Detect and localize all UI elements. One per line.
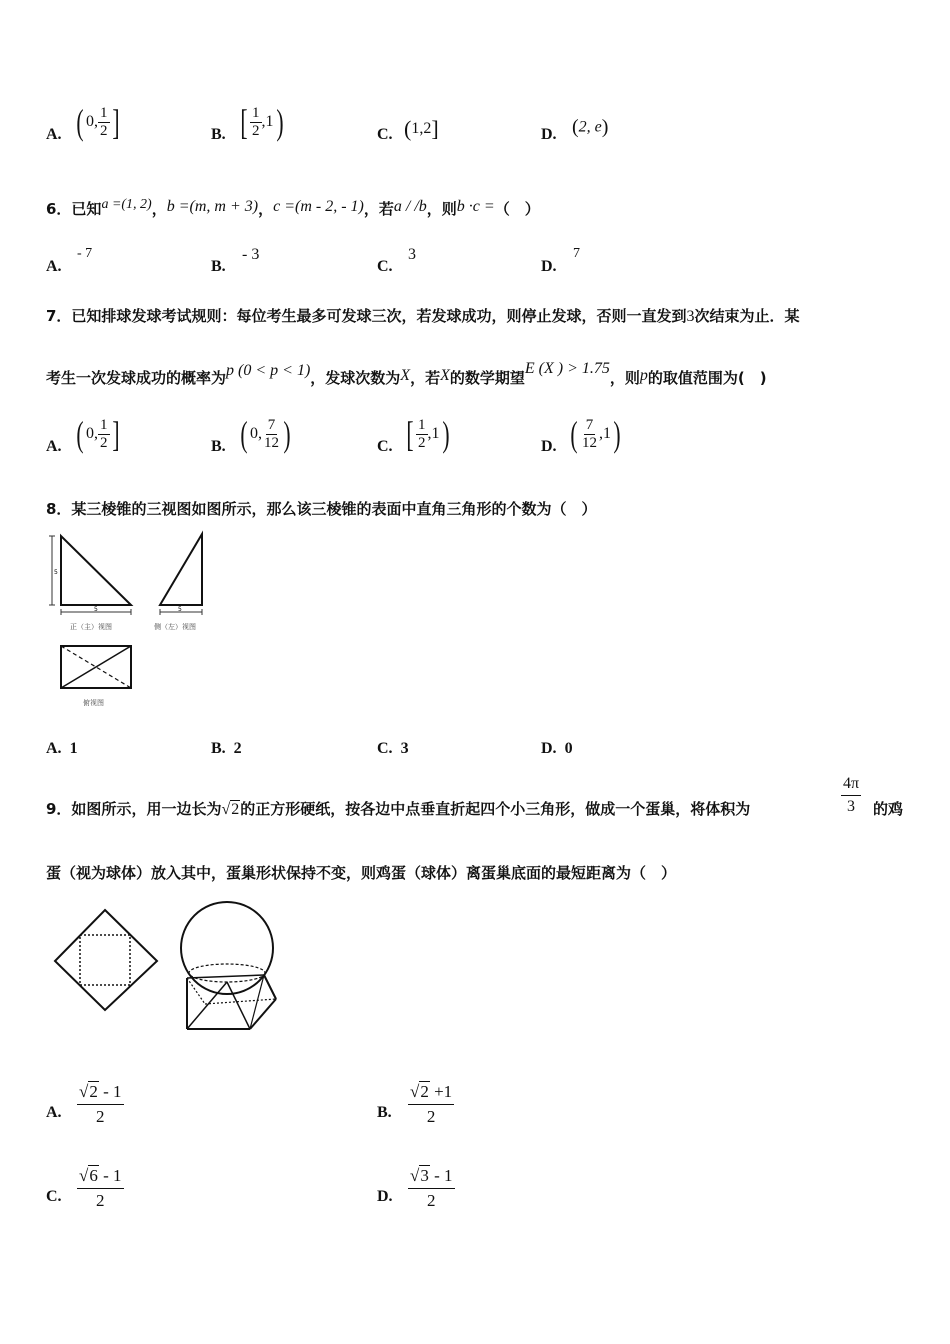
q9-option-c-letter: C. xyxy=(46,1188,62,1205)
q5-option-b: [ $\frac{1}{2}$ ,1) xyxy=(240,102,284,142)
q6-option-a-value: - 7 xyxy=(77,246,93,261)
q8-three-view-figure xyxy=(44,528,214,713)
q9-volume-num: 4π xyxy=(841,773,861,796)
top-view-label: 俯视图 xyxy=(83,699,104,707)
q9-option-d-letter: D. xyxy=(377,1188,393,1205)
q6-blank: （ ） xyxy=(494,200,540,218)
q9-line1: 9．如图所示，用一边长为√2的正方形硬纸，按各边中点垂直折起四个小三角形，做成一个蛋巢，将体积为 xyxy=(46,800,751,818)
q9-volume xyxy=(841,773,861,818)
q9-volume-den: 3 xyxy=(847,798,856,815)
q7-p-expr: p (0 < p < 1) xyxy=(226,362,311,379)
egg-nest-diagram xyxy=(181,902,276,1029)
q5-option-a-letter: A. xyxy=(46,126,62,143)
q9-side-length: 2 xyxy=(231,801,240,818)
q5-a-den: 2 xyxy=(100,122,108,139)
q5-a-left: 0, xyxy=(86,113,98,130)
q7-option-b: ( 0, $\frac{7}{12}$ ) xyxy=(240,414,291,454)
q5-d-value: 2, e xyxy=(578,118,602,136)
q9-line1-end: 的鸡 xyxy=(873,800,904,818)
q5-a-num: 1 xyxy=(100,104,108,121)
q5-option-c-letter: C. xyxy=(377,126,393,143)
q7-expectation: E (X ) > 1.75 xyxy=(524,360,610,377)
q6-vector-a: a =(1, 2) xyxy=(101,197,152,212)
q6-vector-b: b =(m, m + 3) xyxy=(166,198,259,215)
q7-var-x: X xyxy=(400,367,411,384)
q6-option-a-letter: A. xyxy=(46,258,62,275)
q5-option-d-letter: D. xyxy=(541,126,557,143)
front-view-label: 正（主）视图 xyxy=(70,623,112,631)
q8-option-a: A. 1 xyxy=(46,740,78,757)
q7-option-a-letter: A. xyxy=(46,438,62,455)
paper-diagram xyxy=(55,910,157,1010)
q5-b-right: ,1 xyxy=(261,113,274,130)
q9-option-b-letter: B. xyxy=(377,1104,392,1121)
q7-option-c-letter: C. xyxy=(377,438,393,455)
q9-egg-nest-figure xyxy=(50,898,285,1038)
q6-condition: a / /b xyxy=(393,198,427,215)
q5-option-b-letter: B. xyxy=(211,126,226,143)
q6-option-c-letter: C. xyxy=(377,258,393,275)
q9-option-d: $\frac{√3 - 1}{2}$ xyxy=(410,1166,453,1210)
q6-option-b-letter: B. xyxy=(211,258,226,275)
q5-option-a: ( 0, $\frac{1}{2}$ ] xyxy=(76,102,120,142)
q6-option-b-value: - 3 xyxy=(242,246,260,263)
q6-prefix: 6．已知 xyxy=(46,200,102,218)
side-view-label: 侧（左）视图 xyxy=(154,623,196,631)
q7-option-b-letter: B. xyxy=(211,438,226,455)
q8-option-d: D. 0 xyxy=(541,740,573,757)
q9-option-a: $\frac{√2 - 1}{2}$ xyxy=(79,1082,122,1126)
q9-option-b: $\frac{√2 +1}{2}$ xyxy=(410,1082,453,1126)
q5-b-den: 2 xyxy=(252,122,260,139)
q9-option-a-letter: A. xyxy=(46,1104,62,1121)
q6-vector-c: c =(m - 2, - 1) xyxy=(273,198,364,215)
q6-option-d-letter: D. xyxy=(541,258,557,275)
q7-option-d: ( $\frac{7}{12}$ ,1) xyxy=(570,414,621,454)
front-height-dim: 5 xyxy=(54,569,58,576)
side-width-dim: 5 xyxy=(178,606,182,613)
q7-option-d-letter: D. xyxy=(541,438,557,455)
q8-option-b: B. 2 xyxy=(211,740,242,757)
q7-option-a: ( 0, $\frac{1}{2}$ ] xyxy=(76,414,120,454)
q5-option-d: (2, e) xyxy=(572,116,609,138)
q8-option-c: C. 3 xyxy=(377,740,409,757)
q6-option-c-value: 3 xyxy=(408,246,416,263)
q9-line2: 蛋（视为球体）放入其中，蛋巢形状保持不变，则鸡蛋（球体）离蛋巢底面的最短距离为（ ） xyxy=(46,864,677,882)
q6-question: 6．已知a =(1, 2)，b =(m, m + 3)，c =(m - 2, - 1)，若a / /b，则b ·c =（ ） xyxy=(46,197,540,218)
q8-question: 8．某三棱锥的三视图如图所示，那么该三棱锥的表面中直角三角形的个数为（ ） xyxy=(46,500,597,518)
front-view xyxy=(61,536,131,605)
q5-c-value: 1,2 xyxy=(411,120,432,137)
top-view xyxy=(61,646,131,688)
q7-option-c: [ $\frac{1}{2}$ ,1) xyxy=(406,414,450,454)
q7-line1: 7．已知排球发球考试规则：每位考生最多可发球三次，若发球成功，则停止发球，否则一直发到3次结束为止．某 xyxy=(46,307,800,325)
q7-max-attempts: 3 xyxy=(686,308,695,325)
q6-option-d-value: 7 xyxy=(573,246,580,261)
front-width-dim: 5 xyxy=(94,606,98,613)
q7-line2: 考生一次发球成功的概率为p (0 < p < 1)，发球次数为X，若X的数学期望E (X ) > 1.75，则p的取值范围为( ) xyxy=(46,360,767,387)
q9-option-c: $\frac{√6 - 1}{2}$ xyxy=(79,1166,122,1210)
q5-b-num: 1 xyxy=(252,104,260,121)
q6-ask: b ·c = xyxy=(456,198,495,215)
side-view xyxy=(160,534,202,605)
q5-option-c: (1,2] xyxy=(404,116,439,141)
